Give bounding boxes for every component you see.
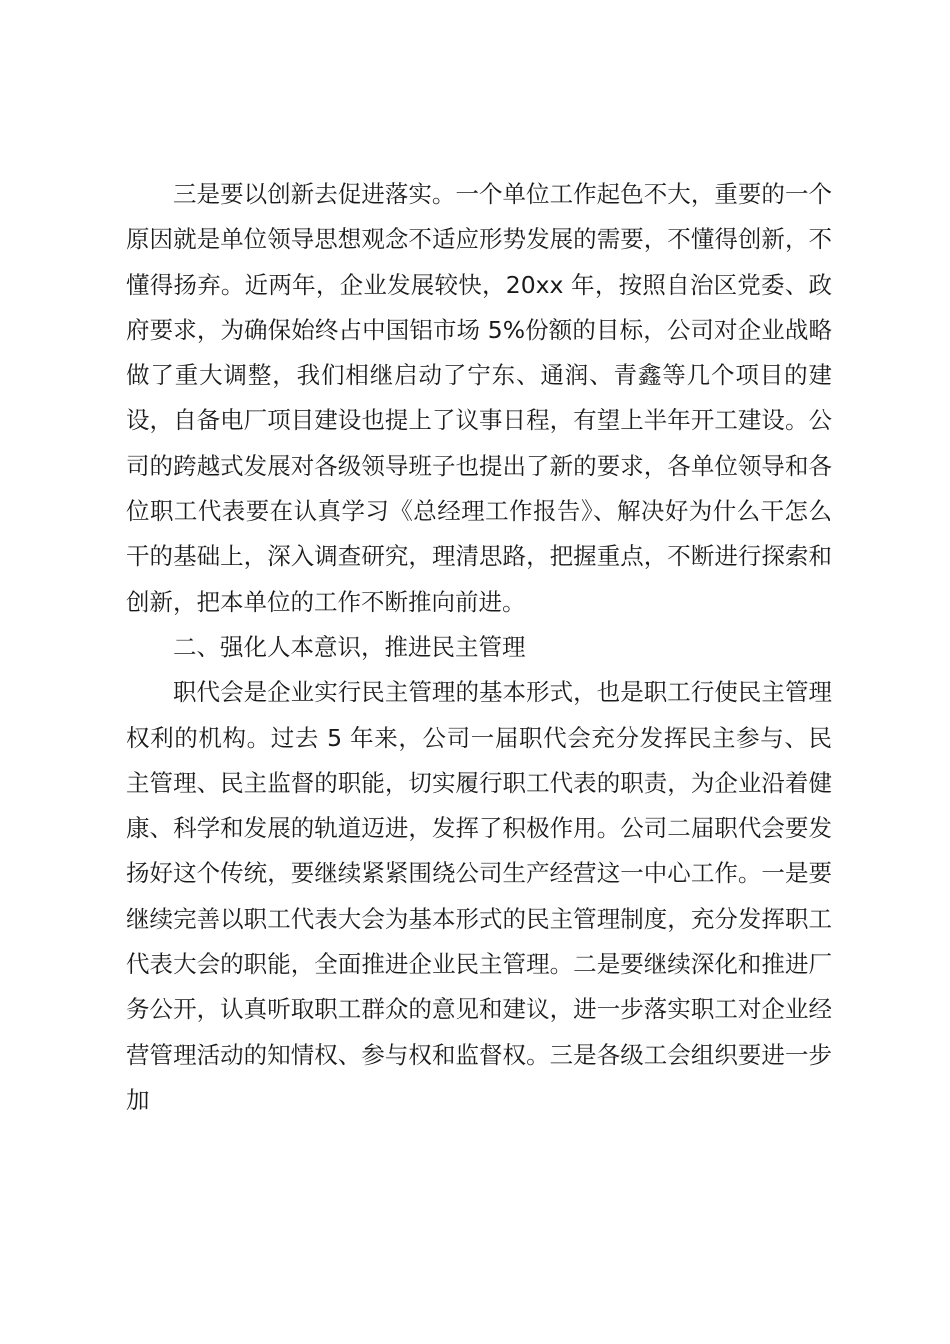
- section-heading: 二、强化人本意识，推进民主管理: [173, 632, 526, 661]
- document-body: [126, 172, 832, 1123]
- paragraph-innovation: 三是要以创新去促进落实。一个单位工作起色不大，重要的一个原因就是单位领导思想观念不适应形势发展的需要，不懂得创新，不懂得扬弃。近两年，企业发展较快，20xx 年，按照自治区党委、政府要求，为确保始终占中国铝市场 5%份额的目标，公司对企业战略做了重大调整，我们相继启动了宁东、通润、青鑫等几个项目的建设，自备电厂项目建设也提上了议事日程，有望上半年开工建设。公司的跨越式发展对各级领导班子也提出了新的要求，各单位领导和各位职工代表要在认真学习《总经理工作报告》、解决好为什么干怎么干的基础上，深入调查研究，理清思路，把握重点，不断进行探索和创新，把本单位的工作不断推向前进。: [126, 180, 832, 616]
- paragraph-democratic-management: 职代会是企业实行民主管理的基本形式，也是职工行使民主管理权利的机构。过去 5 年来，公司一届职代会充分发挥民主参与、民主管理、民主监督的职能，切实履行职工代表的职责，为企业沿着健康、科学和发展的轨道迈进，发挥了积极作用。公司二届职代会要发扬好这个传统，要继续紧紧围绕公司生产经营这一中心工作。一是要继续完善以职工代表大会为基本形式的民主管理制度，充分发挥职工代表大会的职能，全面推进企业民主管理。二是要继续深化和推进厂务公开，认真听取职工群众的意见和建议，进一步落实职工对企业经营管理活动的知情权、参与权和监督权。三是各级工会组织要进一步加: [126, 678, 832, 1114]
